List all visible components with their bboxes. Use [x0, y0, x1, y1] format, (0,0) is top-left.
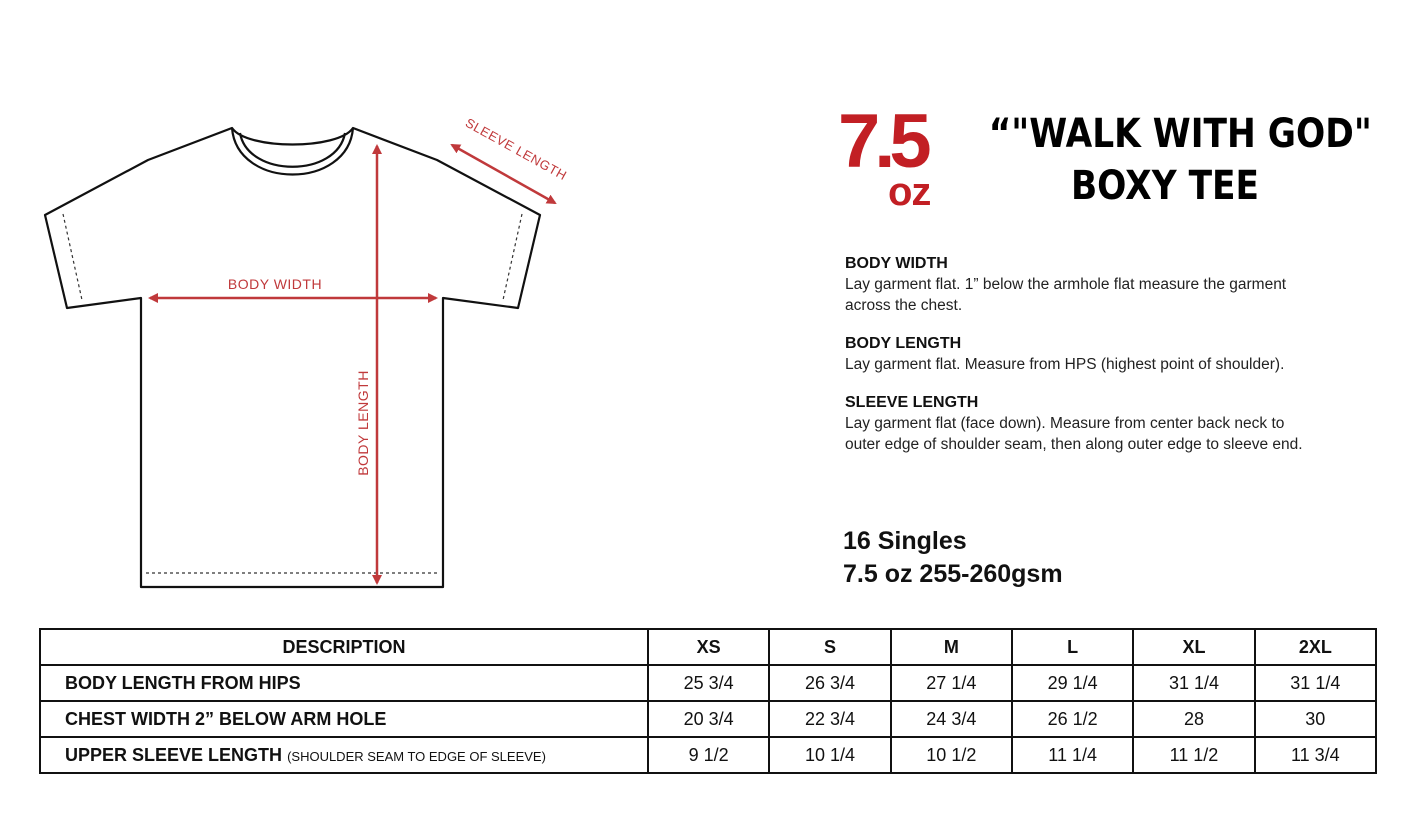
header-size-xs: XS [648, 629, 769, 665]
header-size-2xl: 2XL [1255, 629, 1376, 665]
table-row [40, 737, 1376, 773]
fabric-weight: 7.5 oz 255-260gsm [843, 560, 1063, 588]
table-row [40, 701, 1376, 737]
table-row [40, 665, 1376, 701]
tshirt-outline [45, 128, 540, 587]
row-label [40, 737, 648, 773]
table-cell: 31 1/4 [1133, 665, 1254, 701]
table-cell: 22 3/4 [769, 701, 890, 737]
row-label-text: CHEST WIDTH 2” BELOW ARM HOLE [65, 708, 387, 729]
body-length-label: BODY LENGTH [355, 370, 371, 476]
spec-text: Lay garment flat. Measure from HPS (highest point of shoulder). [845, 356, 1285, 373]
table-cell: 29 1/4 [1012, 665, 1133, 701]
spec-title: BODY LENGTH [845, 335, 962, 352]
table-header-row [40, 629, 1376, 665]
table-cell: 28 [1133, 701, 1254, 737]
table-cell: 11 3/4 [1255, 737, 1376, 773]
table-cell: 24 3/4 [891, 701, 1012, 737]
table-cell: 26 3/4 [769, 665, 890, 701]
table-cell: 11 1/2 [1133, 737, 1254, 773]
table-cell: 10 1/4 [769, 737, 890, 773]
table-cell: 20 3/4 [648, 701, 769, 737]
header-description: DESCRIPTION [40, 629, 648, 665]
table-cell: 26 1/2 [1012, 701, 1133, 737]
row-label-note: (SHOULDER SEAM TO EDGE OF SLEEVE) [287, 748, 546, 764]
table-cell: 9 1/2 [648, 737, 769, 773]
row-label-text: UPPER SLEEVE LENGTH [65, 744, 283, 765]
product-title-line1: “"WALK WITH GOD" [988, 111, 1372, 157]
weight-number: 7.5 [838, 99, 926, 184]
table-cell: 27 1/4 [891, 665, 1012, 701]
fabric-info [843, 525, 1063, 591]
header-size-m: M [891, 629, 1012, 665]
table-cell: 11 1/4 [1012, 737, 1133, 773]
table-cell: 31 1/4 [1255, 665, 1376, 701]
header-size-s: S [769, 629, 890, 665]
row-label [40, 665, 648, 701]
body-width-label: BODY WIDTH [227, 276, 323, 292]
row-label [40, 701, 648, 737]
measurement-instructions [845, 254, 1305, 473]
row-label-text: BODY LENGTH FROM HIPS [65, 672, 301, 693]
spec-body-length [845, 334, 1305, 375]
spec-text: Lay garment flat (face down). Measure from center back neck to outer edge of shoulder seam, then along outer edge to sleeve end. [845, 415, 1303, 453]
tshirt-diagram [0, 0, 700, 610]
spec-text: Lay garment flat. 1” below the armhole flat measure the garment across the chest. [845, 276, 1287, 314]
size-chart-table [39, 628, 1377, 774]
spec-title: SLEEVE LENGTH [845, 394, 979, 411]
product-title [988, 108, 1372, 212]
table-cell: 10 1/2 [891, 737, 1012, 773]
table-cell: 30 [1255, 701, 1376, 737]
spec-sleeve-length [845, 393, 1305, 455]
sleeve-length-label: SLEEVE LENGTH [462, 115, 570, 184]
header-size-xl: XL [1133, 629, 1254, 665]
table-cell: 25 3/4 [648, 665, 769, 701]
product-title-line2: BOXY TEE [1070, 163, 1260, 209]
spec-body-width [845, 254, 1305, 316]
weight-badge [838, 99, 950, 224]
fabric-singles: 16 Singles [843, 527, 967, 555]
spec-title: BODY WIDTH [845, 255, 948, 272]
header-size-l: L [1012, 629, 1133, 665]
weight-unit: oz [888, 170, 931, 214]
